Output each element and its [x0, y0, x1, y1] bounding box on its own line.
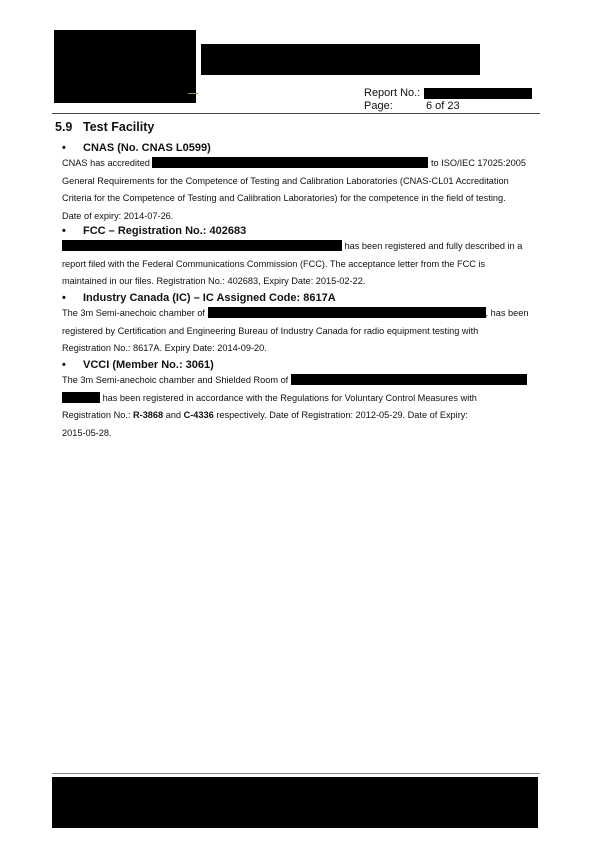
section-number: 5.9: [55, 120, 73, 134]
cnas-line-3: Criteria for the Competence of Testing and Calibration Laboratories) for the competence in the field of testing.: [62, 193, 506, 203]
cnas-heading: [62, 141, 211, 155]
cnas-line-1b: to ISO/IEC 17025:2005: [430, 158, 526, 168]
section-title: Test Facility: [83, 120, 155, 134]
redacted-report-number: [424, 88, 532, 99]
page-number: 6 of 23: [426, 100, 460, 112]
redacted-lab-name: [291, 374, 527, 385]
redacted-lab-name: [62, 392, 100, 403]
vcci-line-1: The 3m Semi-anechoic chamber and Shielded Room of: [62, 375, 289, 385]
redacted-lab-name: [152, 157, 428, 168]
fcc-line-3: maintained in our files. Registration No.: 402683, Expiry Date: 2015-02-22.: [62, 276, 366, 286]
bullet-icon: •: [62, 142, 66, 154]
ic-line-1b: , has been: [485, 308, 529, 318]
footer-rule: [52, 773, 540, 774]
bullet-icon: •: [62, 359, 66, 371]
cnas-line-4: Date of expiry: 2014-07-26.: [62, 210, 174, 221]
ic-line-1a: The 3m Semi-anechoic chamber of: [62, 308, 205, 318]
page-label: Page:: [364, 100, 393, 112]
vcci-heading: [62, 358, 214, 372]
redacted-lab-name: [208, 307, 486, 318]
vcci-line-2: has been registered in accordance with the Regulations for Voluntary Control Measures with: [102, 392, 477, 403]
fcc-heading-text: FCC – Registration No.: 402683: [83, 225, 247, 237]
redacted-company-name: [201, 44, 480, 75]
vcci-line-3b: respectively. Date of Registration: 2012-05-29. Date of Expiry:: [216, 410, 468, 420]
fcc-line-1: has been registered and fully described in a: [344, 241, 523, 251]
vcci-line-3a: Registration No.:: [62, 410, 131, 420]
vcci-reg-c: C-4336: [183, 410, 214, 420]
report-no-label: Report No.:: [364, 87, 421, 99]
bullet-icon: •: [62, 225, 66, 237]
fcc-paragraph: [62, 238, 548, 291]
header-rule: [52, 113, 540, 114]
ic-heading: [62, 291, 336, 305]
ic-paragraph: [62, 305, 548, 358]
vcci-line-3-and: and: [165, 410, 182, 420]
fcc-line-2: report filed with the Federal Communications Commission (FCC). The acceptance letter from the FCC is: [62, 258, 486, 269]
cnas-paragraph: [62, 155, 548, 225]
ic-line-2: registered by Certification and Engineering Bureau of Industry Canada for radio equipment testing with: [62, 325, 479, 336]
cnas-line-1a: CNAS has accredited: [62, 158, 150, 168]
ic-line-3: Registration No.: 8617A. Expiry Date: 2014-09-20.: [62, 343, 267, 353]
cnas-line-2: General Requirements for the Competence of Testing and Calibration Laboratories (CNAS-CL01 Accreditation: [62, 175, 509, 186]
header-accent: [188, 93, 198, 94]
fcc-heading: [62, 224, 246, 238]
vcci-reg-r: R-3868: [133, 410, 164, 420]
redacted-lab-name: [62, 240, 342, 251]
redacted-logo: [54, 30, 196, 103]
vcci-heading-text: VCCI (Member No.: 3061): [83, 359, 214, 371]
vcci-paragraph: [62, 372, 548, 442]
redacted-footer: [52, 777, 538, 828]
cnas-heading-text: CNAS (No. CNAS L0599): [83, 142, 211, 154]
ic-heading-text: Industry Canada (IC) – IC Assigned Code: 8617A: [83, 292, 336, 304]
section-heading: [55, 120, 154, 134]
bullet-icon: •: [62, 292, 66, 304]
vcci-line-4: 2015-05-28.: [62, 427, 112, 438]
